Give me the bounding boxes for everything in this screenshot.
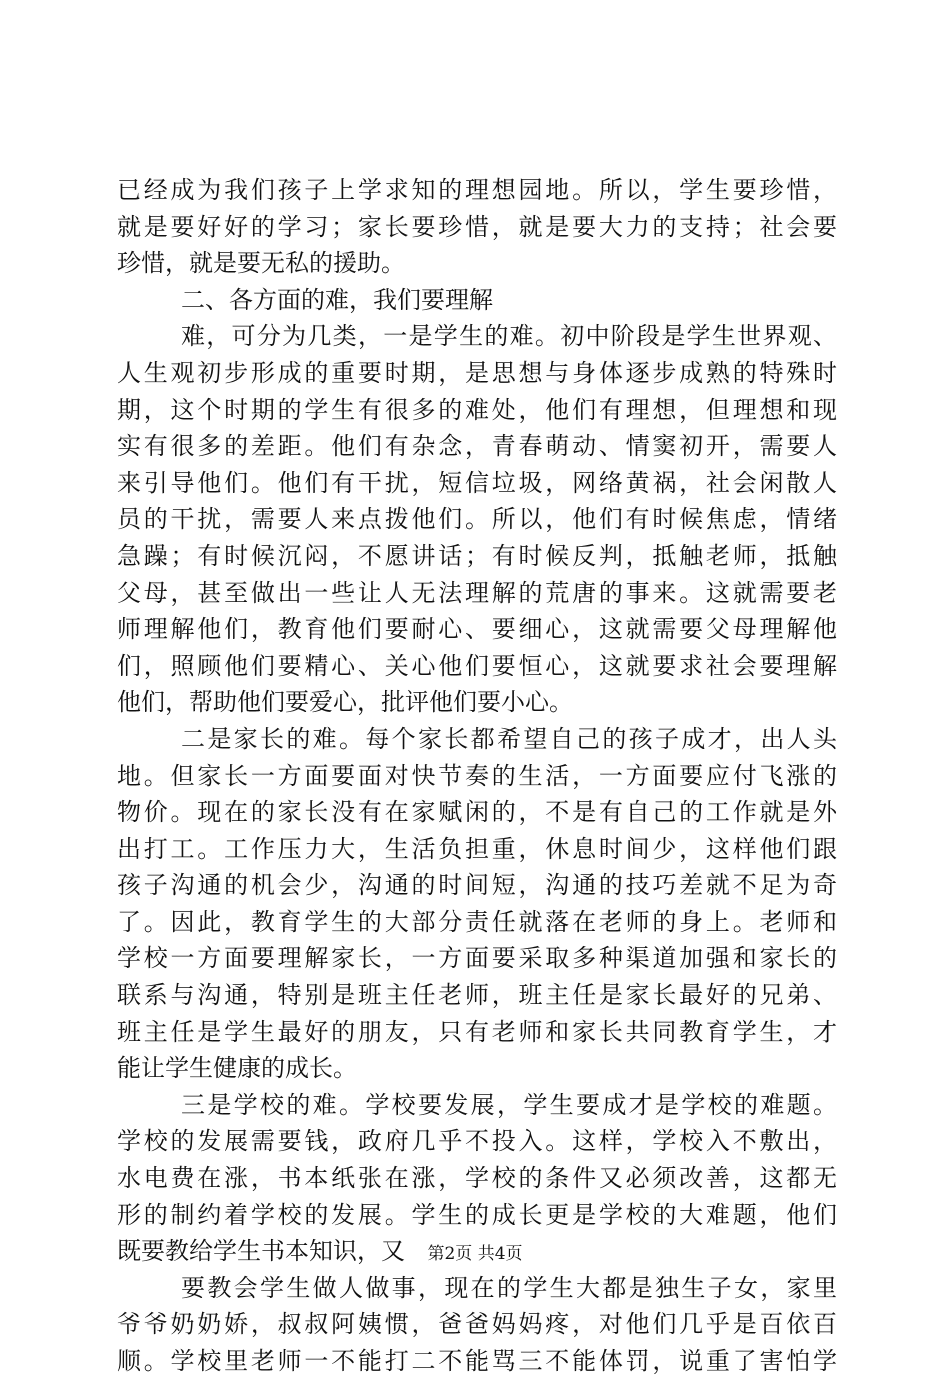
- text-line: 期，这个时期的学生有很多的难处，他们有理想，但理想和现: [117, 395, 837, 424]
- text-line: 地。但家长一方面要面对快节奏的生活，一方面要应付飞涨的: [117, 761, 837, 790]
- page-number-label: 第2页 共4页: [427, 1244, 523, 1264]
- text-line: 师理解他们，教育他们要耐心、要细心，这就需要父母理解他: [117, 615, 837, 644]
- text-line: 已经成为我们孩子上学求知的理想园地。所以，学生要珍惜，: [117, 176, 837, 204]
- text-line: 形的制约着学校的发展。学生的成长更是学校的大难题，他们: [117, 1200, 837, 1229]
- document-body: [117, 172, 837, 1380]
- text-line: 人生观初步形成的重要时期，是思想与身体逐步成熟的特殊时: [117, 358, 837, 387]
- text-line: 水电费在涨，书本纸张在涨，学校的条件又必须改善，这都无: [117, 1164, 837, 1193]
- text-line: 来引导他们。他们有干扰，短信垃圾，网络黄祸，社会闲散人: [117, 468, 837, 497]
- page-footer: [0, 1244, 950, 1264]
- text-line: 了。因此，教育学生的大部分责任就落在老师的身上。老师和: [117, 907, 837, 936]
- text-line: 既要教给学生书本知识，又: [117, 1237, 405, 1266]
- text-line: 爷爷奶奶娇，叔叔阿姨惯，爸爸妈妈疼，对他们几乎是百依百: [117, 1310, 837, 1339]
- text-line: 员的干扰，需要人来点拨他们。所以，他们有时候焦虑，情绪: [117, 505, 837, 534]
- text-line: 们，照顾他们要精心、关心他们要恒心，这就要求社会要理解: [117, 651, 837, 680]
- text-line: 急躁；有时候沉闷，不愿讲话；有时候反判，抵触老师，抵触: [117, 541, 837, 570]
- text-line: 珍惜，就是要无私的援助。: [117, 249, 405, 278]
- paragraph-first-line: 要教会学生做人做事，现在的学生大都是独生子女，家里: [181, 1273, 837, 1302]
- text-line: 他们，帮助他们要爱心，批评他们要小心。: [117, 688, 573, 717]
- text-line: 联系与沟通，特别是班主任老师，班主任是家长最好的兄弟、: [117, 981, 837, 1010]
- text-line: 顺。学校里老师一不能打二不能骂三不能体罚，说重了害怕学: [117, 1347, 837, 1375]
- section-heading: 二、各方面的难，我们要理解: [181, 285, 493, 314]
- text-line: 实有很多的差距。他们有杂念，青春萌动、情窦初开，需要人: [117, 432, 837, 461]
- text-line: 就是要好好的学习；家长要珍惜，就是要大力的支持；社会要: [117, 212, 837, 241]
- text-line: 学校一方面要理解家长，一方面要采取多种渠道加强和家长的: [117, 944, 837, 973]
- text-line: 孩子沟通的机会少，沟通的时间短，沟通的技巧差就不足为奇: [117, 871, 837, 900]
- text-line: 学校的发展需要钱，政府几乎不投入。这样，学校入不敷出，: [117, 1127, 837, 1156]
- paragraph-first-line: 三是学校的难。学校要发展，学生要成才是学校的难题。: [181, 1090, 837, 1119]
- text-line: 能让学生健康的成长。: [117, 1054, 357, 1083]
- text-line: 父母，甚至做出一些让人无法理解的荒唐的事来。这就需要老: [117, 578, 837, 607]
- text-line: 出打工。工作压力大，生活负担重，休息时间少，这样他们跟: [117, 834, 837, 863]
- text-line: 物价。现在的家长没有在家赋闲的，不是有自己的工作就是外: [117, 798, 837, 827]
- paragraph-first-line: 二是家长的难。每个家长都希望自己的孩子成才，出人头: [181, 724, 837, 753]
- text-line: 班主任是学生最好的朋友，只有老师和家长共同教育学生，才: [117, 1017, 837, 1046]
- paragraph-first-line: 难，可分为几类，一是学生的难。初中阶段是学生世界观、: [181, 322, 837, 351]
